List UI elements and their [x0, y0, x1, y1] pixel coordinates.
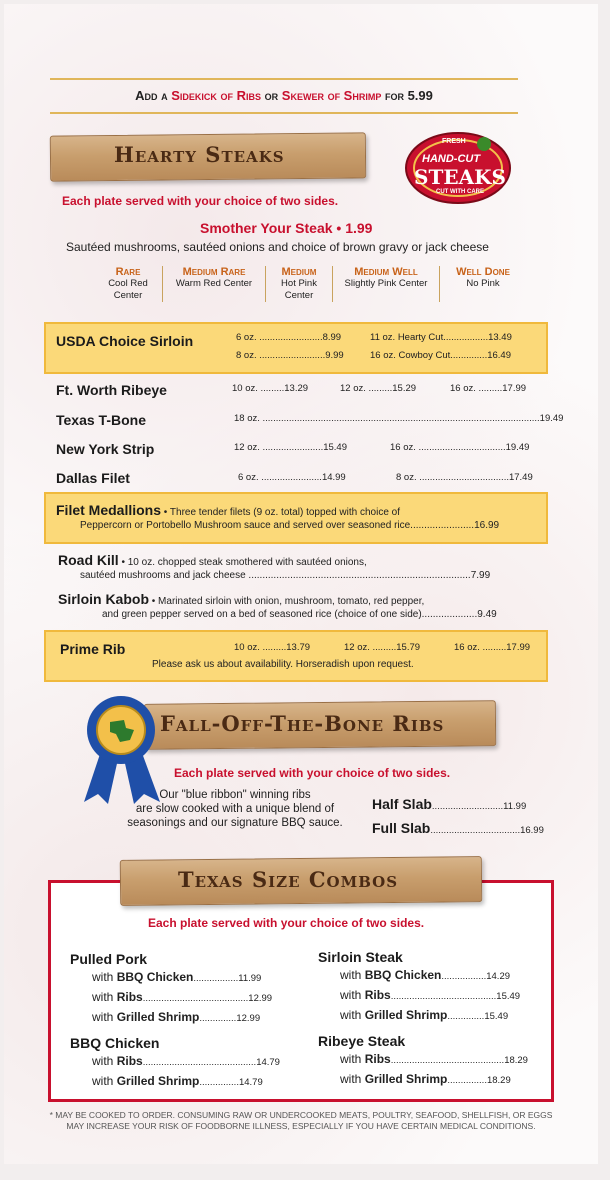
tbone-name: Texas T-Bone [56, 412, 146, 428]
combo-item-price: ........................................15.49 [390, 991, 521, 1002]
combo-with: with [340, 988, 365, 1002]
footnote-line: MAY INCREASE YOUR RISK OF FOODBORNE ILLNESS, ESPECIALLY IF YOU HAVE CERTAIN MEDICAL CONDITIONS. [66, 1121, 536, 1131]
footnote-line: * MAY BE COOKED TO ORDER. CONSUMING RAW OR UNDERCOOKED MEATS, POULTRY, SEAFOOD, SHELLFISH, OR EGGS [49, 1110, 553, 1120]
filet-name: Dallas Filet [56, 470, 130, 486]
smother-title: Smother Your Steak • 1.99 [200, 220, 373, 236]
combo-item-name: Ribs [364, 988, 391, 1002]
combo-with: with [92, 1010, 117, 1024]
combo-item-name: Grilled Shrimp [364, 1072, 448, 1086]
footnote [22, 1110, 580, 1132]
doneness-well-done [439, 266, 526, 302]
doneness-desc: Slightly Pink Center [344, 278, 428, 289]
medallions-desc1: • Three tender filets (9 oz. total) topped with choice of [161, 507, 401, 518]
roadkill-name: Road Kill [58, 552, 119, 568]
combo-item-price: ...............14.79 [199, 1077, 263, 1088]
combos-right-column [318, 948, 544, 1090]
ribeye-10oz: 10 oz. .........13.29 [232, 383, 309, 394]
doneness-medium-rare [162, 266, 265, 302]
doneness-medium-well [332, 266, 439, 302]
combo-item-price: ..............12.99 [199, 1013, 261, 1024]
ribs-title: Fall-Off-The-Bone Ribs [160, 711, 445, 736]
combo-with: with [92, 1054, 117, 1068]
sirloin-16oz: 16 oz. Cowboy Cut..............16.49 [370, 350, 511, 361]
half-slab-name: Half Slab [372, 796, 432, 812]
promo-banner [50, 78, 518, 114]
ribeye-12oz: 12 oz. .........15.29 [340, 383, 417, 394]
kabob-name: Sirloin Kabob [58, 591, 149, 607]
roadkill-line1 [58, 552, 367, 570]
steaks-subtitle: Each plate served with your choice of two sides. [62, 194, 339, 208]
combo-item-price: ..............15.49 [447, 1011, 509, 1022]
doneness-guide [94, 266, 526, 302]
combo-group-head: Sirloin Steak [318, 949, 403, 965]
combo-item-price: ...........................................14.79 [142, 1057, 280, 1068]
combos-left-column [70, 950, 290, 1092]
combo-row [70, 1008, 290, 1028]
hand-cut-steaks-badge [404, 131, 512, 205]
primerib-12oz: 12 oz. .........15.79 [344, 642, 421, 653]
combo-row [70, 988, 290, 1008]
doneness-name: Well Done [456, 266, 510, 278]
sirloin-6oz: 6 oz. ........................8.99 [236, 332, 342, 343]
steaks-title: Hearty Steaks [114, 142, 285, 167]
roadkill-desc2: sautéed mushrooms and jack cheese ................................................................................7.99 [80, 570, 491, 581]
combo-row [318, 1050, 544, 1070]
combo-item-price: ...............18.29 [447, 1075, 511, 1086]
combo-item-name: Ribs [364, 1052, 391, 1066]
promo-suffix: for 5.99 [381, 88, 433, 103]
ribs-desc-line: Our "blue ribbon" winning ribs [159, 789, 311, 801]
combo-row [318, 966, 544, 986]
doneness-desc: Warm Red Center [175, 278, 253, 289]
smother-desc: Sautéed mushrooms, sautéed onions and choice of brown gravy or jack cheese [66, 240, 489, 254]
roadkill-desc1: • 10 oz. chopped steak smothered with sautéed onions, [118, 557, 367, 568]
combo-item-price: .................11.99 [193, 973, 262, 984]
combo-group-head: Pulled Pork [70, 951, 148, 967]
filet-8oz: 8 oz. ..................................17.49 [396, 472, 533, 483]
badge-line2: STEAKS [414, 165, 506, 189]
combo-item-name: Ribs [116, 990, 143, 1004]
half-slab-price: ...........................11.99 [431, 801, 527, 812]
promo-prefix: Add a [135, 88, 172, 103]
primerib-note: Please ask us about availability. Horseradish upon request. [152, 659, 414, 670]
combo-row [70, 1072, 290, 1092]
half-slab [372, 796, 526, 814]
ribs-desc-line: are slow cooked with a unique blend of [135, 803, 335, 815]
combos-title: Texas Size Combos [178, 867, 399, 892]
combo-item-name: Grilled Shrimp [116, 1010, 200, 1024]
combo-item-name: BBQ Chicken [116, 970, 194, 984]
medallions-desc2: Peppercorn or Portobello Mushroom sauce and served over seasoned rice.......................16.99 [80, 520, 500, 531]
combo-item-name: Grilled Shrimp [364, 1008, 448, 1022]
ribs-description [110, 788, 360, 830]
doneness-desc: Hot Pink Center [281, 278, 317, 301]
combo-row [70, 968, 290, 988]
sirloin-11oz: 11 oz. Hearty Cut.................13.49 [370, 332, 512, 343]
doneness-desc: No Pink [466, 278, 500, 289]
full-slab [372, 820, 544, 838]
doneness-desc: Cool Red Center [108, 278, 148, 301]
combos-subtitle: Each plate served with your choice of two sides. [148, 916, 425, 930]
medallions-line1 [56, 502, 400, 520]
badge-bottom-text: CUT WITH CARE [436, 189, 484, 195]
combo-item-name: Grilled Shrimp [116, 1074, 200, 1088]
promo-mid: or [261, 88, 282, 103]
kabob-desc2: and green pepper served on a bed of seasoned rice (choice of one side)....................9.49 [102, 609, 497, 620]
tbone-18oz: 18 oz. .........................................................................................................19.49 [234, 413, 564, 424]
nystrip-16oz: 16 oz. .................................19.49 [390, 442, 530, 453]
combo-row [70, 1052, 290, 1072]
sirloin-name: USDA Choice Sirloin [56, 333, 194, 349]
combo-item-price: ...........................................18.29 [390, 1055, 528, 1066]
combo-with: with [340, 1072, 365, 1086]
promo-shrimp: Skewer of Shrimp [281, 88, 382, 103]
combo-item-price: .................14.29 [441, 971, 511, 982]
combo-group-head: Ribeye Steak [318, 1033, 406, 1049]
doneness-name: Medium Well [354, 266, 418, 278]
badge-top-text: FRESH [442, 138, 466, 145]
combo-item-name: BBQ Chicken [364, 968, 442, 982]
medallions-name: Filet Medallions [56, 502, 162, 518]
filet-6oz: 6 oz. .......................14.99 [238, 472, 346, 483]
doneness-name: Medium Rare [182, 266, 246, 278]
full-slab-name: Full Slab [372, 820, 431, 836]
primerib-10oz: 10 oz. .........13.79 [234, 642, 311, 653]
combo-item-name: Ribs [116, 1054, 143, 1068]
nystrip-name: New York Strip [56, 441, 155, 457]
combo-with: with [92, 970, 117, 984]
full-slab-price: ..................................16.99 [430, 825, 544, 836]
ribeye-16oz: 16 oz. .........17.99 [450, 383, 527, 394]
menu-page [4, 4, 598, 1164]
promo-ribs: Sidekick of Ribs [171, 88, 262, 103]
doneness-name: Medium [281, 266, 317, 278]
ribs-subtitle: Each plate served with your choice of two sides. [174, 766, 451, 780]
doneness-rare [94, 266, 162, 302]
combo-with: with [92, 1074, 117, 1088]
combo-item-price: ........................................12.99 [142, 993, 273, 1004]
kabob-line1 [58, 591, 424, 609]
combo-with: with [340, 968, 365, 982]
primerib-16oz: 16 oz. .........17.99 [454, 642, 531, 653]
combo-with: with [92, 990, 117, 1004]
doneness-name: Rare [115, 266, 141, 278]
nystrip-12oz: 12 oz. .......................15.49 [234, 442, 347, 453]
combo-row [318, 1006, 544, 1026]
sirloin-8oz: 8 oz. .........................9.99 [236, 350, 344, 361]
combo-with: with [340, 1052, 365, 1066]
ribs-desc-line: seasonings and our signature BBQ sauce. [127, 817, 343, 829]
combo-group-head: BBQ Chicken [70, 1035, 160, 1051]
doneness-medium [265, 266, 332, 302]
kabob-desc1: • Marinated sirloin with onion, mushroom, tomato, red pepper, [149, 596, 425, 607]
combo-row [318, 986, 544, 1006]
primerib-name: Prime Rib [60, 641, 126, 657]
ribeye-name: Ft. Worth Ribeye [56, 382, 167, 398]
badge-line1: HAND-CUT [422, 153, 481, 165]
combo-row [318, 1070, 544, 1090]
combo-with: with [340, 1008, 365, 1022]
